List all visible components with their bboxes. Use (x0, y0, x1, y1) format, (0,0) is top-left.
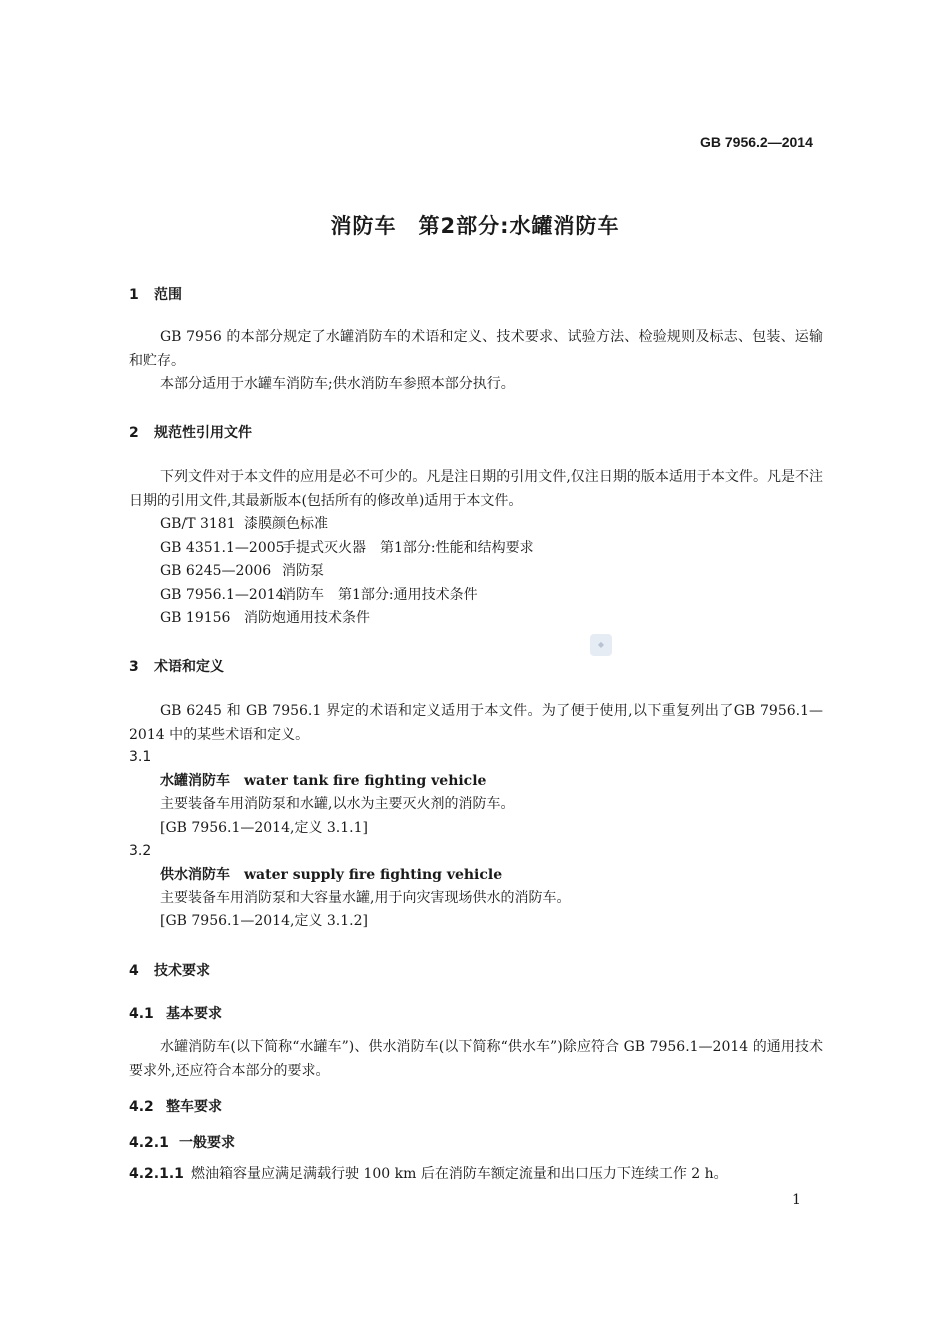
section-number: 1 (129, 287, 139, 303)
reference-title: 消防泵 (282, 563, 324, 579)
section-title: 术语和定义 (154, 659, 224, 675)
section-4-heading (129, 960, 210, 980)
term-definition: 主要装备车用消防泵和大容量水罐,用于向灾害现场供水的消防车。 (160, 890, 571, 906)
section-title: 基本要求 (166, 1006, 222, 1022)
section-4-2-heading (129, 1096, 222, 1116)
section-title: 一般要求 (179, 1135, 235, 1151)
term-source: [GB 7956.1—2014,定义 3.1.1] (160, 820, 368, 836)
reference-title: 消防炮通用技术条件 (244, 610, 370, 626)
term-entry (160, 770, 486, 794)
watermark-logo: ◆ (590, 634, 612, 656)
clause-4-2-1-1 (129, 1163, 728, 1187)
reference-item (160, 513, 328, 537)
section-number: 2 (129, 425, 139, 441)
section-4-1-paragraph: 水罐消防车(以下简称“水罐车”)、供水消防车(以下简称“供水车”)除应符合 GB 7956.1—2014 的通用技术要求外,还应符合本部分的要求。 (129, 1039, 823, 1079)
term-entry (160, 864, 502, 888)
term-chinese: 水罐消防车 (160, 773, 230, 789)
reference-title: 手提式灭火器 第1部分:性能和结构要求 (282, 540, 534, 556)
reference-code: GB 7956.1—2014 (160, 587, 285, 603)
section-1-heading (129, 284, 182, 304)
document-title: 消防车 第2部分:水罐消防车 (330, 214, 620, 238)
reference-code: GB 6245—2006 (160, 563, 272, 579)
reference-title: 消防车 第1部分:通用技术条件 (282, 587, 478, 603)
reference-item (160, 607, 370, 631)
term-english: water supply fire fighting vehicle (244, 867, 503, 883)
section-title: 整车要求 (166, 1099, 222, 1115)
reference-item (160, 560, 324, 584)
reference-code: GB/T 3181 (160, 516, 236, 532)
section-title: 规范性引用文件 (154, 425, 252, 441)
reference-code: GB 19156 (160, 610, 231, 626)
term-definition: 主要装备车用消防泵和水罐,以水为主要灭火剂的消防车。 (160, 796, 515, 812)
clause-text: 燃油箱容量应满足满载行驶 100 km 后在消防车额定流量和出口压力下连续工作 2 h。 (191, 1166, 728, 1182)
section-number: 4 (129, 963, 139, 979)
term-number: 3.1 (129, 749, 152, 765)
section-number: 4.2 (129, 1099, 154, 1115)
term-source: [GB 7956.1—2014,定义 3.1.2] (160, 913, 368, 929)
clause-number: 4.2.1.1 (129, 1166, 184, 1182)
section-3-paragraph-1: GB 6245 和 GB 7956.1 界定的术语和定义适用于本文件。为了便于使用,以下重复列出了GB 7956.1—2014 中的某些术语和定义。 (129, 703, 823, 743)
section-number: 4.1 (129, 1006, 154, 1022)
section-1-paragraph-1: GB 7956 的本部分规定了水罐消防车的术语和定义、技术要求、试验方法、检验规则及标志、包装、运输和贮存。 (129, 329, 823, 369)
section-3-heading (129, 656, 224, 676)
section-title: 范围 (154, 287, 182, 303)
section-2-heading (129, 422, 252, 442)
section-1-paragraph-2: 本部分适用于水罐车消防车;供水消防车参照本部分执行。 (160, 376, 515, 392)
section-number: 4.2.1 (129, 1135, 169, 1151)
term-english: water tank fire fighting vehicle (244, 773, 487, 789)
section-2-paragraph-1: 下列文件对于本文件的应用是必不可少的。凡是注日期的引用文件,仅注日期的版本适用于本文件。凡是不注日期的引用文件,其最新版本(包括所有的修改单)适用于本文件。 (129, 469, 823, 509)
standard-number: GB 7956.2—2014 (700, 134, 813, 150)
section-number: 3 (129, 659, 139, 675)
reference-code: GB 4351.1—2005 (160, 540, 285, 556)
reference-item (160, 584, 478, 608)
page-number: 1 (792, 1192, 801, 1208)
reference-title: 漆膜颜色标准 (244, 516, 328, 532)
section-4-1-heading (129, 1003, 222, 1023)
section-4-2-1-heading (129, 1132, 235, 1152)
term-number: 3.2 (129, 843, 152, 859)
term-chinese: 供水消防车 (160, 867, 230, 883)
reference-item (160, 537, 534, 561)
section-title: 技术要求 (154, 963, 210, 979)
